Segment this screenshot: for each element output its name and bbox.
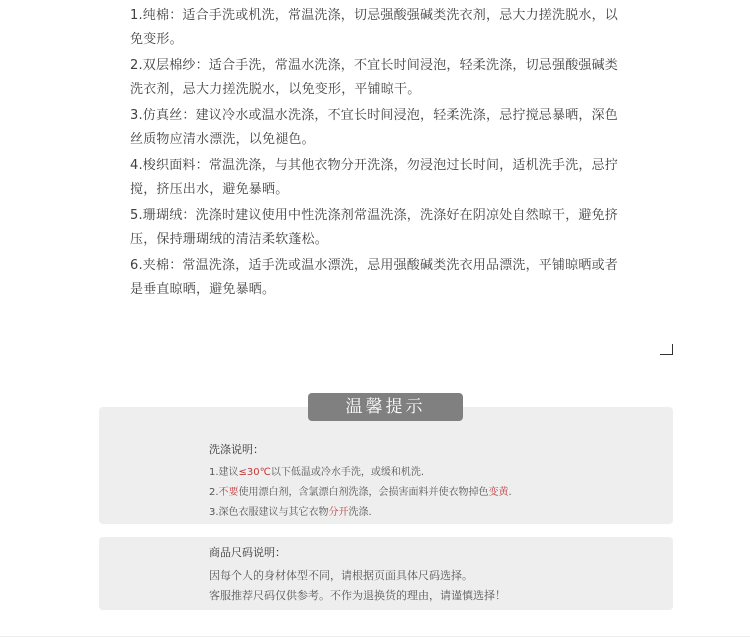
washing-line-2-text-a: 2. [209,487,219,498]
washing-line-2-text-c: 使用漂白剂，含氯漂白剂洗涤，会损害面料并使衣物掉色 [238,487,489,498]
care-item-coral-fleece: 5.珊瑚绒：洗涤时建议使用中性洗涤剂常温洗涤，洗涤好在阴凉处自然晾干，避免挤压，保持珊瑚绒的清洁柔软蓬松。 [130,208,619,247]
washing-line-2 [209,483,512,503]
care-item-double-gauze: 2.双层棉纱：适合手洗，常温水洗涤，不宜长时间浸泡，轻柔洗涤，切忌强酸强碱类洗衣剂，忌大力搓洗脱水，以免变形，平铺晾干。 [130,58,619,97]
tips-header: 温馨提示 [308,393,463,421]
washing-line-2-yellowing: 变黄 [488,487,509,498]
washing-line-1-text-a: 1.建议 [209,467,239,478]
washing-line-1 [209,463,512,483]
care-item-faux-silk: 3.仿真丝：建议冷水或温水洗涤，不宜长时间浸泡，轻柔洗涤，忌拧搅忌暴晒，深色丝质物应清水漂洗，以免褪色。 [130,108,619,147]
size-line-2: 客服推荐尺码仅供参考。不作为退换货的理由，请谨慎选择！ [209,589,506,602]
size-info-panel [99,537,673,610]
washing-line-3-separate: 分开 [328,507,349,518]
care-item-woven: 4.梭织面料：常温洗涤，与其他衣物分开洗涤，勿浸泡过长时间，适机洗手洗，忌拧搅，挤压出水，避免暴晒。 [130,158,619,197]
care-item-cotton: 1.纯棉：适合手洗或机洗，常温洗涤，切忌强酸强碱类洗衣剂，忌大力搓洗脱水，以免变形。 [130,8,619,47]
washing-line-3-text-a: 3.深色衣服建议与其它衣物 [209,507,329,518]
washing-title: 洗涤说明： [209,443,264,456]
bottom-divider [0,636,750,637]
size-title: 商品尺码说明： [209,546,286,559]
care-item-quilted-cotton: 6.夹棉：常温洗涤，适手洗或温水漂洗，忌用强酸碱类洗衣用品漂洗，平铺晾晒或者是垂直晾晒，避免暴晒。 [130,258,619,297]
washing-line-2-warning: 不要 [218,487,239,498]
washing-line-1-text-c: 以下低温或冷水手洗，或缓和机洗. [270,467,425,478]
washing-instructions-panel [99,407,673,524]
size-line-1: 因每个人的身材体型不同，请根据页面具体尺码选择。 [209,569,473,582]
washing-line-1-temperature: ≤30℃ [238,467,271,478]
washing-line-3 [209,503,512,523]
washing-line-3-text-c: 洗涤. [348,507,372,518]
corner-mark [660,344,673,355]
care-instructions-list [130,4,625,304]
washing-line-2-text-e: . [508,487,512,498]
